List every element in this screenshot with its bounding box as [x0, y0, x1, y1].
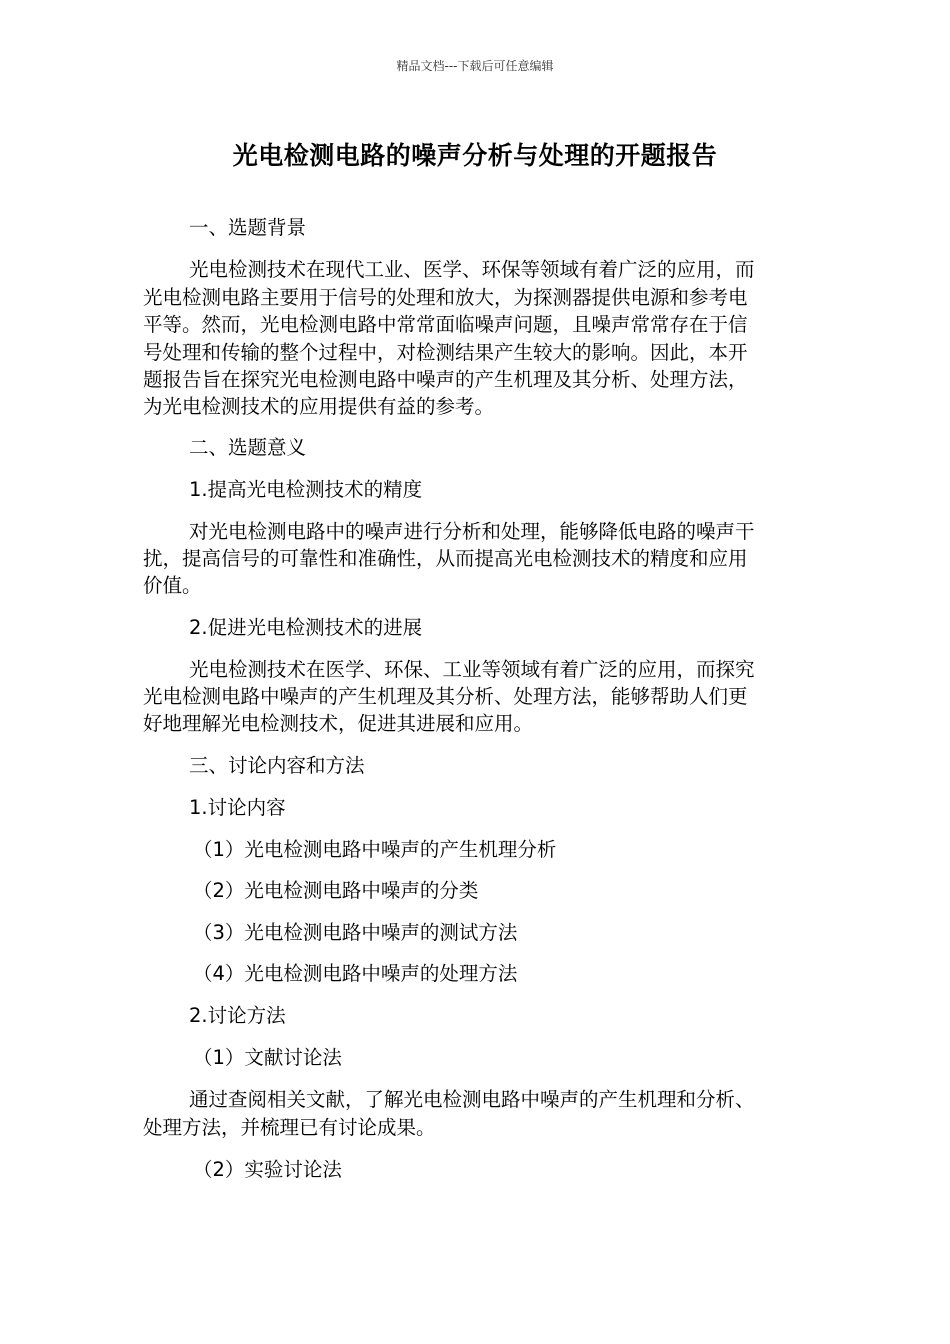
paragraph-line: 光电检测电路主要用于信号的处理和放大，为探测器提供电源和参考电: [143, 286, 748, 309]
subheading-precision: 1.提高光电检测技术的精度: [189, 478, 423, 501]
paragraph-line: 价值。: [143, 574, 202, 597]
list-item: （2）实验讨论法: [193, 1158, 342, 1181]
subheading-methods: 2.讨论方法: [189, 1004, 286, 1027]
paragraph-line: 通过查阅相关文献，了解光电检测电路中噪声的产生机理和分析、: [189, 1088, 755, 1111]
list-item: （3）光电检测电路中噪声的测试方法: [193, 921, 518, 944]
paragraph-line: 对光电检测电路中的噪声进行分析和处理，能够降低电路的噪声干: [189, 520, 755, 543]
paragraph-line: 处理方法，并梳理已有讨论成果。: [143, 1116, 436, 1139]
list-item: （1）文献讨论法: [193, 1046, 342, 1069]
list-item: （2）光电检测电路中噪声的分类: [193, 879, 479, 902]
paragraph-line: 题报告旨在探究光电检测电路中噪声的产生机理及其分析、处理方法，: [143, 368, 748, 391]
paragraph-line: 平等。然而，光电检测电路中常常面临噪声问题，且噪声常常存在于信: [143, 313, 748, 336]
document-title: 光电检测电路的噪声分析与处理的开题报告: [232, 141, 718, 170]
section-heading-significance: 二、选题意义: [189, 436, 307, 459]
list-item: （4）光电检测电路中噪声的处理方法: [193, 962, 518, 985]
section-heading-background: 一、选题背景: [189, 216, 307, 239]
header-note: 精品文档---下载后可任意编辑: [396, 59, 554, 73]
section-heading-content-methods: 三、讨论内容和方法: [189, 754, 365, 777]
paragraph-line: 为光电检测技术的应用提供有益的参考。: [143, 395, 495, 418]
paragraph-line: 光电检测技术在医学、环保、工业等领域有着广泛的应用，而探究: [189, 658, 755, 681]
paragraph-line: 号处理和传输的整个过程中，对检测结果产生较大的影响。因此，本开: [143, 341, 748, 364]
subheading-progress: 2.促进光电检测技术的进展: [189, 616, 423, 639]
list-item: （1）光电检测电路中噪声的产生机理分析: [193, 838, 557, 861]
paragraph-line: 好地理解光电检测技术，促进其进展和应用。: [143, 712, 534, 735]
subheading-content: 1.讨论内容: [189, 796, 286, 819]
paragraph-line: 光电检测电路中噪声的产生机理及其分析、处理方法，能够帮助人们更: [143, 685, 748, 708]
paragraph-line: 光电检测技术在现代工业、医学、环保等领域有着广泛的应用，而: [189, 258, 755, 281]
paragraph-line: 扰，提高信号的可靠性和准确性，从而提高光电检测技术的精度和应用: [143, 547, 748, 570]
